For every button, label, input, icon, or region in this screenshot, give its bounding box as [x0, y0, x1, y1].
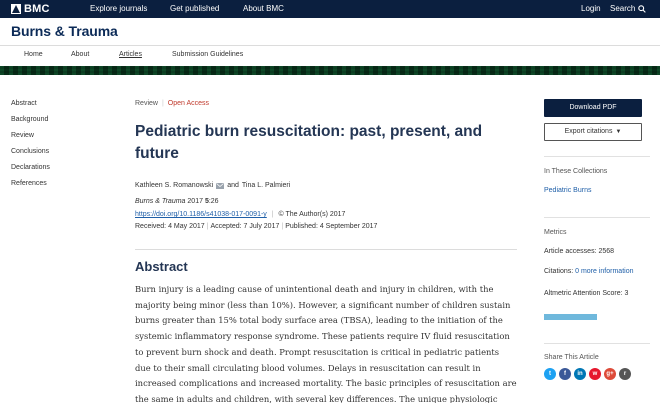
doi-link[interactable]: https://doi.org/10.1186/s41038-017-0091-y: [135, 211, 267, 218]
export-citations-label: Export citations: [564, 128, 613, 135]
journal-citation: [135, 198, 219, 205]
download-pdf-button[interactable]: Download PDF: [544, 99, 642, 117]
facebook-icon[interactable]: f: [559, 368, 571, 380]
journal-title[interactable]: Burns & Trauma: [11, 23, 118, 39]
sidebar-divider: [544, 217, 650, 218]
date-accepted: Accepted: 7 July 2017: [210, 223, 280, 230]
subnav-articles[interactable]: Articles: [119, 51, 142, 58]
publication-dates: [135, 223, 377, 230]
author-list: [135, 182, 290, 189]
doi-separator: |: [271, 211, 274, 218]
login-link[interactable]: Login: [581, 4, 601, 13]
bmc-logo-icon: [11, 4, 21, 14]
subnav-home[interactable]: Home: [24, 51, 43, 58]
section-nav-review[interactable]: Review: [11, 132, 34, 139]
search-label: Search: [610, 4, 636, 13]
section-nav-conclusions[interactable]: Conclusions: [11, 148, 50, 155]
weibo-icon[interactable]: w: [589, 368, 601, 380]
article-accesses: Article accesses: 2568: [544, 248, 615, 255]
citation-article-number: :26: [208, 198, 219, 205]
meta-separator: |: [161, 100, 164, 107]
journal-banner: [0, 66, 660, 75]
copyright-text: © The Author(s) 2017: [278, 211, 346, 218]
nav-explore-journals[interactable]: Explore journals: [90, 4, 148, 13]
article-meta: [135, 100, 209, 107]
section-nav: [11, 100, 50, 196]
author-and: and: [227, 182, 239, 189]
search-button[interactable]: [610, 4, 646, 13]
search-icon: [638, 5, 646, 13]
citations-count: [544, 268, 633, 275]
linkedin-icon[interactable]: in: [574, 368, 586, 380]
reddit-icon[interactable]: r: [619, 368, 631, 380]
email-icon[interactable]: [216, 183, 224, 189]
nav-about-bmc[interactable]: About BMC: [243, 4, 284, 13]
citation-year: 2017: [187, 198, 203, 205]
collections-label: In These Collections: [544, 168, 608, 175]
date-separator: |: [206, 223, 209, 230]
citation-journal: Burns & Trauma: [135, 198, 186, 205]
author-name[interactable]: Kathleen S. Romanowski: [135, 182, 214, 189]
section-nav-background[interactable]: Background: [11, 116, 49, 123]
subnav-about[interactable]: About: [71, 51, 90, 58]
date-published: Published: 4 September 2017: [285, 223, 378, 230]
section-nav-abstract[interactable]: Abstract: [11, 100, 37, 107]
doi-line: [135, 211, 345, 218]
citations-more-link[interactable]: 0 more information: [575, 268, 634, 275]
citations-prefix: Citations:: [544, 268, 576, 275]
export-citations-button[interactable]: [544, 123, 642, 141]
section-nav-declarations[interactable]: Declarations: [11, 164, 50, 171]
abstract-divider: [135, 249, 517, 250]
abstract-heading: Abstract: [135, 259, 188, 274]
author-name[interactable]: Tina L. Palmieri: [241, 182, 291, 189]
altmetric-score: Altmetric Attention Score: 3: [544, 290, 629, 297]
abstract-text: Burn injury is a leading cause of unintentional death and injury in children, with the majority being minor (less than 10%). However, a significant number of children sustain burns greater than 15% total body surface area (TBSA), leading to the initiation of the systemic inflammatory response syndrome. These patients require IV fluid resuscitation to prevent burn shock and death. Prompt resuscitation is critical in pediatric patients due to their small circulating blood volumes. Delays in resuscitation can result in increased complications and increased mortality. The basic principles of resuscitation are the same in adults and children, with several key differences. The unique physiologic: [135, 284, 517, 403]
subnav-submission-guidelines[interactable]: Submission Guidelines: [172, 51, 244, 58]
share-buttons: [544, 368, 631, 380]
sidebar-divider: [544, 343, 650, 344]
caret-down-icon: ▼: [615, 129, 622, 135]
share-label: Share This Article: [544, 354, 599, 361]
nav-get-published[interactable]: Get published: [170, 4, 220, 13]
metrics-label: Metrics: [544, 229, 567, 236]
date-received: Received: 4 May 2017: [135, 223, 205, 230]
sidebar-divider: [544, 156, 650, 157]
citation-volume: 5: [204, 198, 209, 205]
section-nav-references[interactable]: References: [11, 180, 47, 187]
date-separator: |: [281, 223, 284, 230]
top-bar: [0, 0, 660, 18]
collection-link[interactable]: Pediatric Burns: [544, 187, 592, 194]
twitter-icon[interactable]: t: [544, 368, 556, 380]
bmc-logo[interactable]: [11, 3, 50, 15]
article-title: Pediatric burn resuscitation: past, present, and future: [135, 123, 483, 162]
bmc-logo-text: BMC: [24, 3, 50, 15]
article-type: Review: [135, 100, 158, 107]
googleplus-icon[interactable]: g+: [604, 368, 616, 380]
header-divider: [0, 45, 660, 46]
open-access-badge[interactable]: Open Access: [167, 100, 210, 107]
altmetric-badge[interactable]: [544, 314, 597, 320]
